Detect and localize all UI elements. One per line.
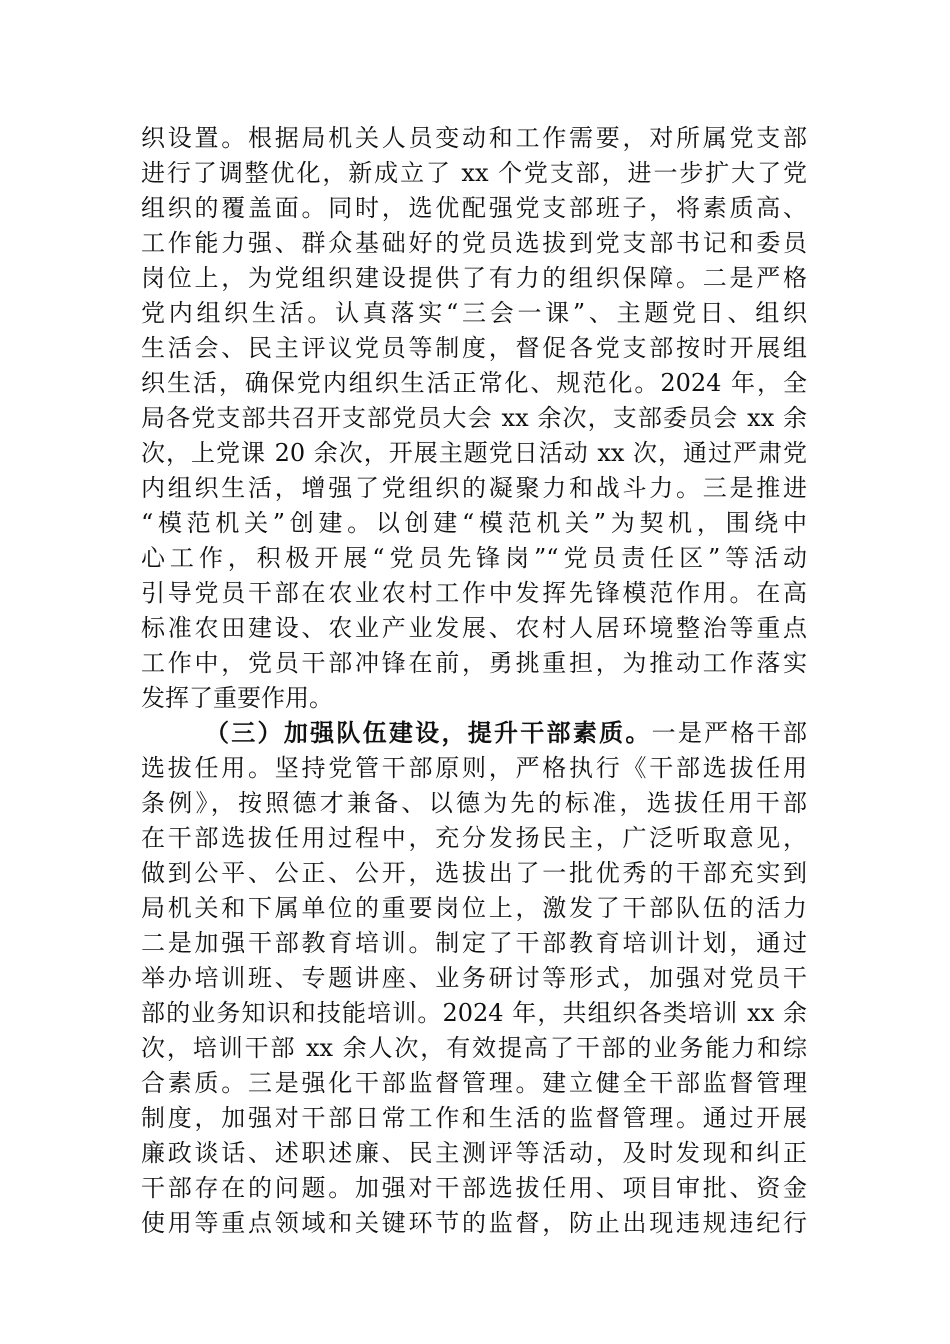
text-line: 合素质。三是强化干部监督管理。建立健全干部监督管理 bbox=[141, 1069, 807, 1097]
text-line: 局各党支部共召开支部党员大会 xx 余次，支部委员会 xx 余 bbox=[141, 404, 807, 432]
text-line: 工作中，党员干部冲锋在前，勇挑重担，为推动工作落实 bbox=[141, 649, 807, 677]
section-heading-line bbox=[205, 715, 807, 751]
text-line: “模范机关”创建。以创建“模范机关”为契机，围绕中 bbox=[141, 509, 807, 537]
text-line: 部的业务知识和技能培训。2024 年，共组织各类培训 xx 余 bbox=[141, 999, 807, 1027]
text-line: 在干部选拔任用过程中，充分发扬民主，广泛听取意见， bbox=[141, 824, 807, 852]
text-line: 标准农田建设、农业产业发展、农村人居环境整治等重点 bbox=[141, 614, 807, 642]
text-line: 组织的覆盖面。同时，选优配强党支部班子，将素质高、 bbox=[141, 194, 807, 222]
text-line: 织生活，确保党内组织生活正常化、规范化。2024 年，全 bbox=[141, 369, 807, 397]
text-line: 条例》，按照德才兼备、以德为先的标准，选拔任用干部 bbox=[141, 789, 807, 817]
text-line: 织设置。根据局机关人员变动和工作需要，对所属党支部 bbox=[141, 124, 807, 152]
text-line: 制度，加强对干部日常工作和生活的监督管理。通过开展 bbox=[141, 1104, 807, 1132]
section-heading-rest: 一是严格干部 bbox=[651, 719, 808, 747]
text-line: 举办培训班、专题讲座、业务研讨等形式，加强对党员干 bbox=[141, 964, 807, 992]
text-line: 选拔任用。坚持党管干部原则，严格执行《干部选拔任用 bbox=[141, 754, 807, 782]
section-heading: （三）加强队伍建设，提升干部素质。 bbox=[205, 718, 652, 747]
text-line: 进行了调整优化，新成立了 xx 个党支部，进一步扩大了党 bbox=[141, 159, 807, 187]
text-line: 引导党员干部在农业农村工作中发挥先锋模范作用。在高 bbox=[141, 579, 807, 607]
text-line: 局机关和下属单位的重要岗位上，激发了干部队伍的活力 bbox=[141, 894, 807, 922]
text-line: 廉政谈话、述职述廉、民主测评等活动，及时发现和纠正 bbox=[141, 1139, 807, 1167]
text-line: 干部存在的问题。加强对干部选拔任用、项目审批、资金 bbox=[141, 1174, 807, 1202]
text-line: 党内组织生活。认真落实“三会一课”、主题党日、组织 bbox=[141, 299, 807, 327]
text-line: 二是加强干部教育培训。制定了干部教育培训计划，通过 bbox=[141, 929, 807, 957]
text-line: 生活会、民主评议党员等制度，督促各党支部按时开展组 bbox=[141, 334, 807, 362]
text-line: 内组织生活，增强了党组织的凝聚力和战斗力。三是推进 bbox=[141, 474, 807, 502]
text-line: 使用等重点领域和关键环节的监督，防止出现违规违纪行 bbox=[141, 1209, 807, 1237]
text-line: 工作能力强、群众基础好的党员选拔到党支部书记和委员 bbox=[141, 229, 807, 257]
text-line: 心工作，积极开展“党员先锋岗”“党员责任区”等活动 bbox=[141, 544, 807, 572]
text-line: 次，上党课 20 余次，开展主题党日活动 xx 次，通过严肃党 bbox=[141, 439, 807, 467]
text-line: 发挥了重要作用。 bbox=[141, 684, 333, 712]
text-line: 次，培训干部 xx 余人次，有效提高了干部的业务能力和综 bbox=[141, 1034, 807, 1062]
text-line: 做到公平、公正、公开，选拔出了一批优秀的干部充实到 bbox=[141, 859, 807, 887]
text-line: 岗位上，为党组织建设提供了有力的组织保障。二是严格 bbox=[141, 264, 807, 292]
